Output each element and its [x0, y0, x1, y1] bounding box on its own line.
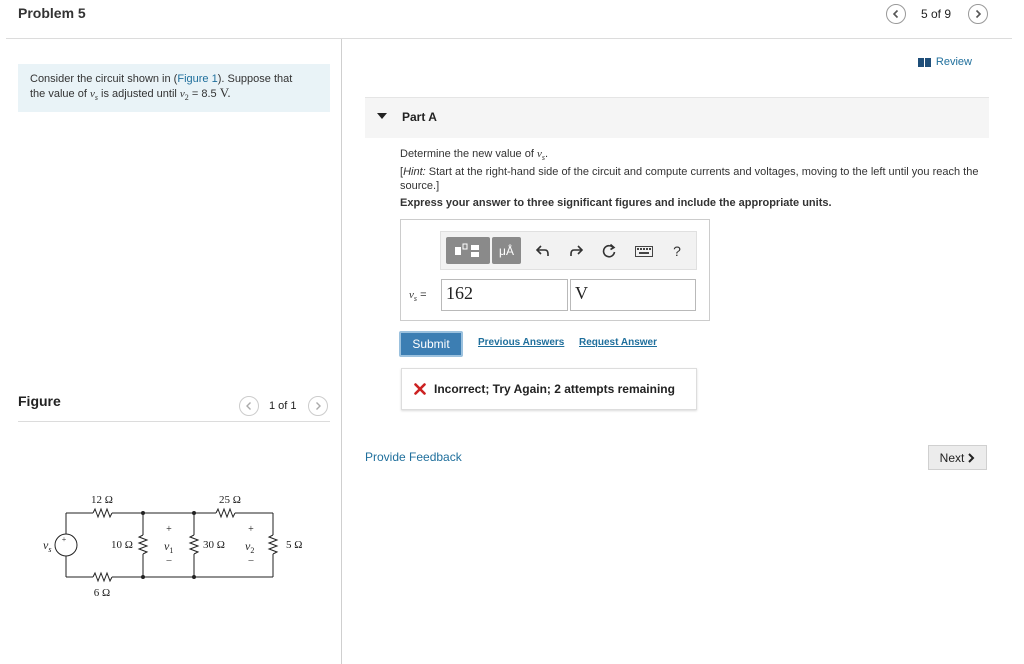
problem-pager: 5 of 9 — [921, 7, 952, 21]
header-divider — [6, 38, 1012, 39]
chevron-left-icon — [891, 9, 901, 19]
intro-text: ). Suppose that — [217, 73, 293, 85]
chevron-right-icon — [973, 9, 983, 19]
v1-minus: – — [166, 555, 172, 566]
error-x-icon — [414, 383, 426, 395]
resistor-25-label: 25 Ω — [219, 494, 241, 506]
figure-divider — [18, 421, 330, 422]
intro-unit: V. — [219, 85, 231, 100]
resistor-10-label: 10 Ω — [111, 539, 133, 551]
chevron-left-icon — [244, 401, 254, 411]
next-figure-button[interactable] — [308, 396, 328, 416]
undo-icon — [536, 245, 550, 257]
review-link[interactable] — [918, 56, 972, 68]
v1-label: $v_1$ — [164, 539, 174, 555]
templates-icon — [453, 243, 483, 259]
answer-variable-label: $v_s$ = — [409, 289, 427, 304]
resistor-5-label: 5 Ω — [286, 539, 303, 551]
reset-icon — [601, 243, 617, 259]
source-label: $v_s$ — [43, 538, 52, 554]
chevron-right-icon — [313, 401, 323, 411]
redo-icon — [569, 245, 583, 257]
v1-plus: + — [166, 524, 172, 535]
math-toolbar — [440, 231, 697, 270]
chevron-right-icon — [967, 453, 975, 463]
intro-text: the value of — [30, 88, 87, 100]
resistor-30-label: 30 Ω — [203, 539, 225, 551]
previous-problem-button[interactable] — [886, 4, 906, 24]
previous-answers-link[interactable]: Previous Answers — [478, 337, 565, 348]
units-button[interactable]: μÅ — [492, 237, 521, 264]
question-line: Determine the new value of — [400, 148, 534, 160]
v2-plus: + — [248, 524, 254, 535]
pane-divider[interactable] — [341, 39, 342, 664]
templates-button[interactable] — [446, 237, 490, 264]
instructions: Express your answer to three significant figures and include the appropriate units. — [400, 197, 832, 209]
submit-button[interactable]: Submit — [399, 331, 463, 357]
redo-button[interactable] — [566, 241, 586, 261]
feedback-message — [401, 368, 697, 410]
help-button[interactable]: ? — [673, 243, 681, 259]
review-label: Review — [935, 56, 972, 68]
intro-value: = 8.5 — [191, 88, 217, 100]
answer-value-input[interactable]: 162 — [441, 279, 568, 311]
vs-symbol: $v_s$ — [536, 148, 545, 163]
resistor-12-label: 12 Ω — [91, 494, 113, 506]
request-answer-link[interactable]: Request Answer — [579, 337, 657, 348]
vs-symbol: $v_s$ — [89, 88, 98, 103]
question-text: Determine the new value of $v_s$. [Hint: Start at the right-hand side of the circuit and compute currents and voltages, moving to the left until you reach the source.] — [400, 148, 979, 193]
feedback-text: Incorrect; Try Again; 2 attempts remaining — [434, 382, 675, 396]
undo-button[interactable] — [533, 241, 553, 261]
part-a-label: Part A — [402, 110, 437, 124]
circuit-diagram — [30, 488, 320, 603]
provide-feedback-link[interactable]: Provide Feedback — [365, 450, 462, 464]
next-label: Next — [939, 450, 965, 465]
collapse-triangle-icon[interactable] — [377, 113, 387, 121]
answer-unit-input[interactable]: V — [570, 279, 696, 311]
intro-text: Consider the circuit shown in ( — [30, 73, 178, 85]
keyboard-button[interactable] — [633, 241, 655, 261]
book-icon — [918, 58, 931, 67]
figure-label: Figure — [18, 393, 61, 409]
problem-intro — [18, 64, 330, 112]
problem-title: Problem 5 — [18, 5, 86, 21]
v2-symbol: $v_2$ — [179, 88, 189, 103]
resistor-6-label: 6 Ω — [93, 587, 111, 599]
next-problem-button[interactable] — [968, 4, 988, 24]
hint-text: Start at the right-hand side of the circuit and compute currents and voltages, moving to the left until you reach the source.] — [400, 166, 979, 193]
figure-link[interactable]: Figure 1 — [177, 73, 218, 85]
v2-label: $v_2$ — [245, 539, 255, 555]
intro-text: is adjusted until — [101, 88, 177, 100]
v2-minus: – — [248, 555, 254, 566]
part-a-header[interactable] — [365, 97, 989, 138]
previous-figure-button[interactable] — [239, 396, 259, 416]
source-plus: + — [61, 535, 67, 544]
figure-pager: 1 of 1 — [269, 400, 297, 412]
keyboard-icon — [635, 246, 653, 257]
hint-label: Hint: — [403, 166, 426, 179]
reset-button[interactable] — [599, 241, 619, 261]
next-button[interactable] — [928, 445, 987, 470]
